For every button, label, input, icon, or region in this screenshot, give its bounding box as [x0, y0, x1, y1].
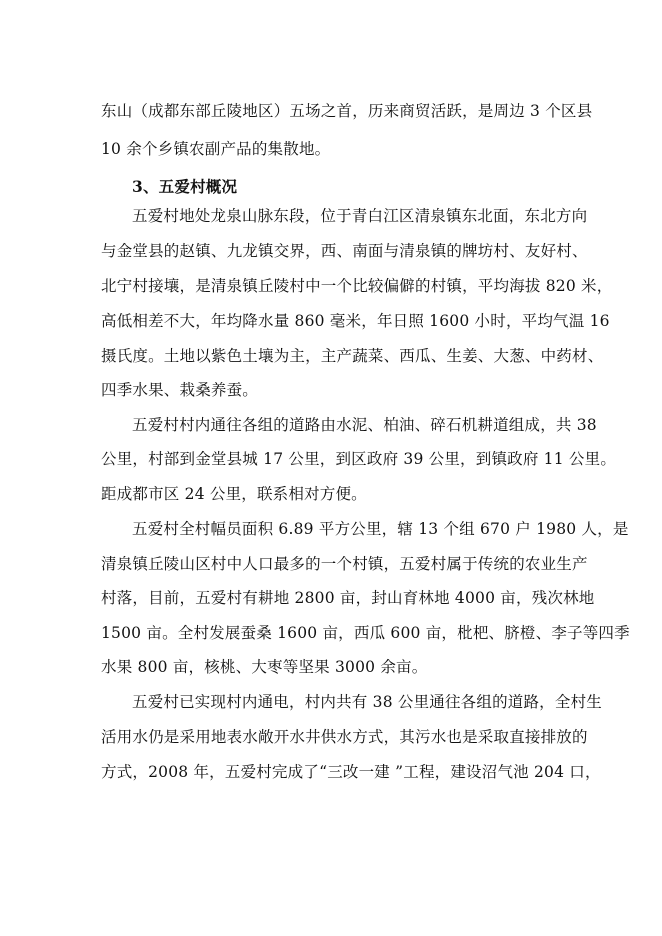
body-text-line: 10 余个乡镇农副产品的集散地。 [101, 140, 331, 158]
paragraph-line: 1500 亩。全村发展蚕桑 1600 亩，西瓜 600 亩，枇杷、脐橙、李子等四季 [101, 624, 630, 642]
paragraph-line: 公里，村部到金堂县城 17 公里，到区政府 39 公里，到镇政府 11 公里。 [101, 450, 617, 468]
paragraph-line: 清泉镇丘陵山区村中人口最多的一个村镇，五爱村属于传统的农业生产 [101, 555, 588, 573]
paragraph-line: 摄氏度。土地以紫色土壤为主，主产蔬菜、西瓜、生姜、大葱、中药材、 [101, 347, 604, 365]
paragraph-line: 五爱村村内通往各组的道路由水泥、柏油、碎石机耕道组成，共 38 [132, 416, 597, 434]
paragraph-line: 村落，目前，五爱村有耕地 2800 亩，封山育林地 4000 亩，残次林地 [101, 589, 595, 607]
body-text-line: 东山（成都东部丘陵地区）五场之首，历来商贸活跃，是周边 3 个区县 [101, 102, 593, 120]
paragraph-line: 方式，2008 年，五爱村完成了“三改一建 ”工程，建设沼气池 204 口， [101, 763, 601, 781]
paragraph-line: 距成都市区 24 公里，联系相对方便。 [101, 485, 367, 503]
paragraph-line: 四季水果、栽桑养蚕。 [101, 381, 259, 399]
paragraph-line: 北宁村接壤，是清泉镇丘陵村中一个比较偏僻的村镇，平均海拔 820 米， [101, 277, 613, 295]
section-heading: 3、五爱村概况 [132, 177, 238, 196]
paragraph-line: 高低相差不大，年均降水量 860 毫米，年日照 1600 小时，平均气温 16 [101, 312, 610, 330]
paragraph-line: 水果 800 亩，核桃、大枣等坚果 3000 余亩。 [101, 658, 428, 676]
paragraph-line: 五爱村全村幅员面积 6.89 平方公里，辖 13 个组 670 户 1980 人，是 [132, 520, 629, 538]
paragraph-line: 与金堂县的赵镇、九龙镇交界，西、南面与清泉镇的牌坊村、友好村、 [101, 242, 588, 260]
paragraph-line: 活用水仍是采用地表水敞开水井供水方式，其污水也是采取直接排放的 [101, 728, 588, 746]
paragraph-line: 五爱村已实现村内通电，村内共有 38 公里通往各组的道路，全村生 [132, 693, 602, 711]
paragraph-line: 五爱村地处龙泉山脉东段，位于青白江区清泉镇东北面，东北方向 [132, 207, 588, 225]
